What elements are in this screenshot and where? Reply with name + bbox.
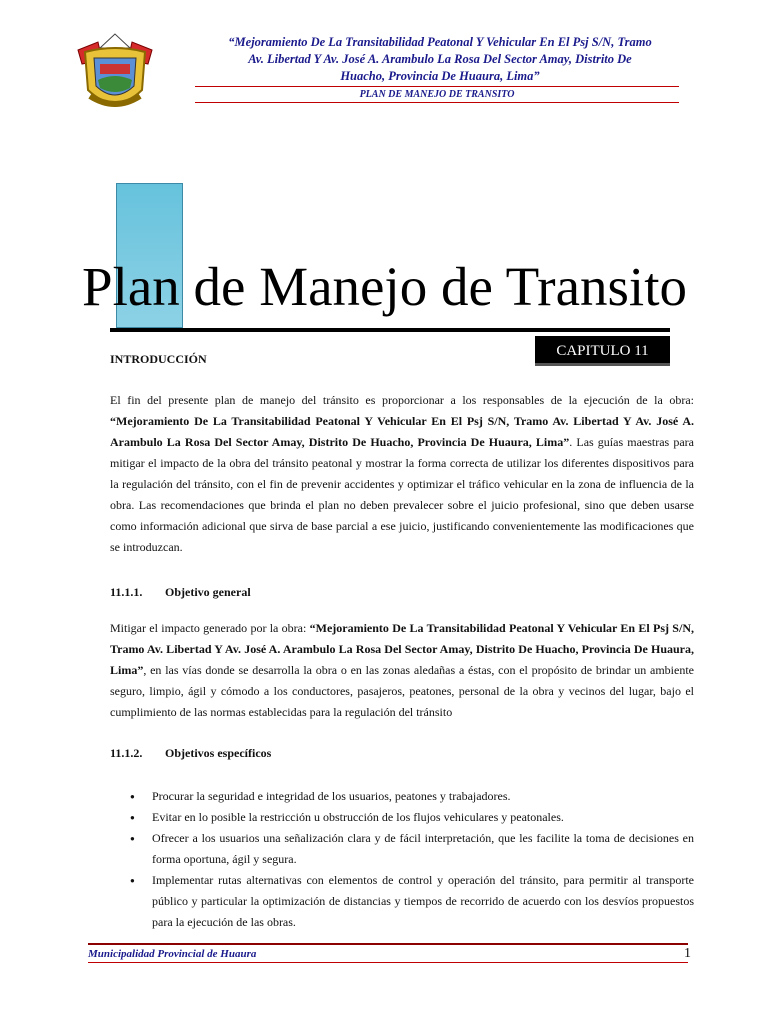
- coat-of-arms-icon: [70, 30, 160, 118]
- section-heading-objetivos-especificos: 11.1.2. Objetivos específicos: [110, 746, 272, 760]
- intro-heading: INTRODUCCIÓN: [110, 352, 207, 366]
- list-item: ● Procurar la seguridad e integridad de los usuarios, peatones y trabajadores.: [130, 786, 694, 807]
- title-rule: [110, 328, 670, 332]
- section-heading-objetivo-general: 11.1.1. Objetivo general: [110, 585, 251, 599]
- objetivo-general-paragraph: Mitigar el impacto generado por la obra: “Mejoramiento De La Transitabilidad Peatonal Y Vehicular En El Psj S/N, Tramo Av. Libertad Y Av. José A. Arambulo La Rosa Del Sector Amay, Distrito De Huacho, Provincia De Huaura, Lima”, en las vías donde se desarrolla la obra o en las zonas aledañas a éstas, con el propósito de brindar un ambiente seguro, limpio, ágil y cómodo a los conductores, pasajeros, peatones, personal de la obra y vecinos del lugar, bajo el cumplimiento de las normas establecidas para la regulación del tránsito: [110, 621, 694, 719]
- header-title: “Mejoramiento De La Transitabilidad Peatonal Y Vehicular En El Psj S/N, Tramo Av. Libertad Y Av. José A. Arambulo La Rosa Del Sector Amay, Distrito De Huacho, Provincia De Huaura, Lima”: [228, 35, 652, 83]
- project-name: “Mejoramiento De La Transitabilidad Peatonal Y Vehicular En El Psj S/N, Tramo Av. Libertad Y Av. José A. Arambulo La Rosa Del Sector Amay, Distrito De Huacho, Provincia De Huaura, Lima”: [110, 414, 694, 449]
- footer-rule-bottom: [88, 962, 688, 963]
- header-subtitle: PLAN DE MANEJO DE TRANSITO: [359, 89, 515, 100]
- header-rule-top: [195, 86, 679, 87]
- header-rule-bottom: [195, 102, 679, 103]
- list-item: ● Implementar rutas alternativas con elementos de control y operación del tránsito, para permitir al transporte público y particular la optimización de distancias y tiempos de recorrido de acuerdo con los desvíos propuestos para la ejecución de las obras.: [130, 870, 694, 933]
- project-name: “Mejoramiento De La Transitabilidad Peatonal Y Vehicular En El Psj S/N, Tramo Av. Libertad Y Av. José A. Arambulo La Rosa Del Sector Amay, Distrito De Huacho, Provincia De Huaura, Lima”: [110, 621, 694, 677]
- chapter-badge: CAPITULO 11: [535, 336, 670, 366]
- objectives-list: [130, 786, 694, 933]
- page-title: Plan de Manejo de Transito: [82, 256, 687, 317]
- intro-paragraph: El fin del presente plan de manejo del tránsito es proporcionar a los responsables de la ejecución de la obra: “Mejoramiento De La Transitabilidad Peatonal Y Vehicular En El Psj S/N, Tramo Av. Libertad Y Av. José A. Arambulo La Rosa Del Sector Amay, Distrito De Huacho, Provincia De Huaura, Lima”. Las guías maestras para mitigar el impacto de la obra del tránsito peatonal y mostrar la forma correcta de utilizar los diferentes dispositivos para la regulación del tránsito, con el fin de prevenir accidentes y optimizar el tráfico vehicular en la zona de influencia de la obra. Las recomendaciones que brinda el plan no deben prevalecer sobre el juicio profesional, sino que deben usarse como información adicional que sirva de base parcial a ese juicio, justificando convenientemente las modificaciones que se introduzcan.: [110, 393, 694, 554]
- footer-org: Municipalidad Provincial de Huaura: [88, 948, 257, 960]
- list-item: ● Evitar en lo posible la restricción u obstrucción de los flujos vehiculares y peatonales.: [130, 807, 694, 828]
- footer-rule-top: [88, 943, 688, 945]
- list-item: ● Ofrecer a los usuarios una señalización clara y de fácil interpretación, que les facilite la toma de decisiones en forma oportuna, ágil y segura.: [130, 828, 694, 870]
- page-number: 1: [684, 946, 691, 961]
